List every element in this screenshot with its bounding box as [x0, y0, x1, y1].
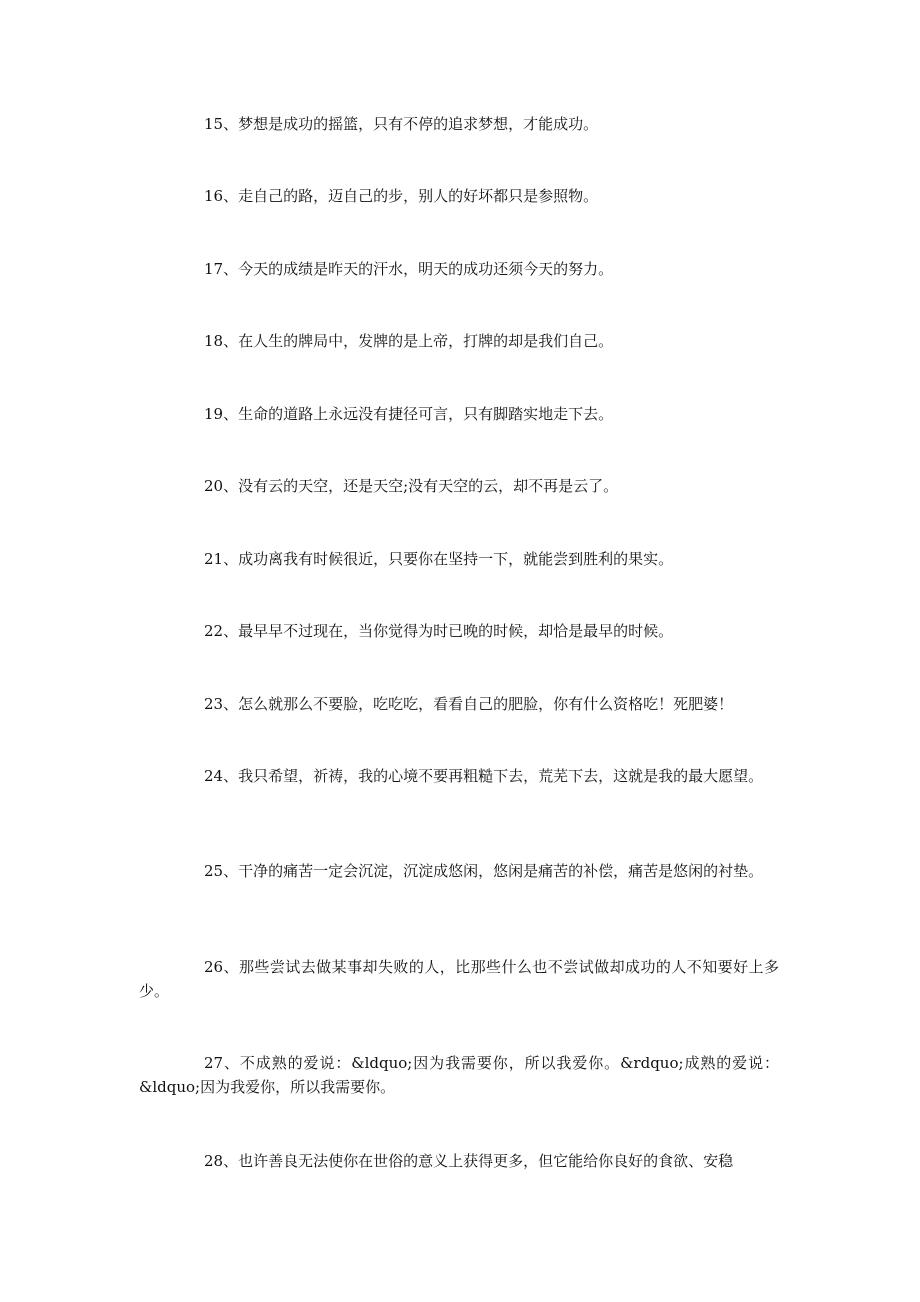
paragraph-25: 25、干净的痛苦一定会沉淀，沉淀成悠闲，悠闲是痛苦的补偿，痛苦是悠闲的衬垫。	[204, 862, 764, 880]
paragraph-23: 23、怎么就那么不要脸，吃吃吃，看看自己的肥脸，你有什么资格吃！死肥婆！	[204, 695, 734, 713]
paragraph-24: 24、我只希望，祈祷，我的心境不要再粗糙下去，荒芜下去，这就是我的最大愿望。	[204, 767, 764, 785]
paragraph-19: 19、生命的道路上永远没有捷径可言，只有脚踏实地走下去。	[204, 405, 614, 423]
paragraph-28: 28、也许善良无法使你在世俗的意义上获得更多，但它能给你良好的食欲、安稳	[204, 1152, 734, 1170]
paragraph-18: 18、在人生的牌局中，发牌的是上帝，打牌的却是我们自己。	[204, 332, 614, 350]
paragraph-20: 20、没有云的天空，还是天空;没有天空的云，却不再是云了。	[204, 477, 619, 495]
paragraph-17: 17、今天的成绩是昨天的汗水，明天的成功还须今天的努力。	[204, 260, 614, 278]
paragraph-22: 22、最早早不过现在，当你觉得为时已晚的时候，却恰是最早的时候。	[204, 622, 674, 640]
paragraph-27: 27、不成熟的爱说：&ldquo;因为我需要你，所以我爱你。&rdquo;成熟的爱说：&ldquo;因为我爱你，所以我需要你。	[139, 1054, 779, 1096]
paragraph-21: 21、成功离我有时候很近，只要你在坚持一下，就能尝到胜利的果实。	[204, 550, 674, 568]
paragraph-16: 16、走自己的路，迈自己的步，别人的好坏都只是参照物。	[204, 187, 599, 205]
paragraph-26: 26、那些尝试去做某事却失败的人，比那些什么也不尝试做却成功的人不知要好上多少。	[139, 958, 779, 1000]
paragraph-15: 15、梦想是成功的摇篮，只有不停的追求梦想，才能成功。	[204, 115, 599, 133]
